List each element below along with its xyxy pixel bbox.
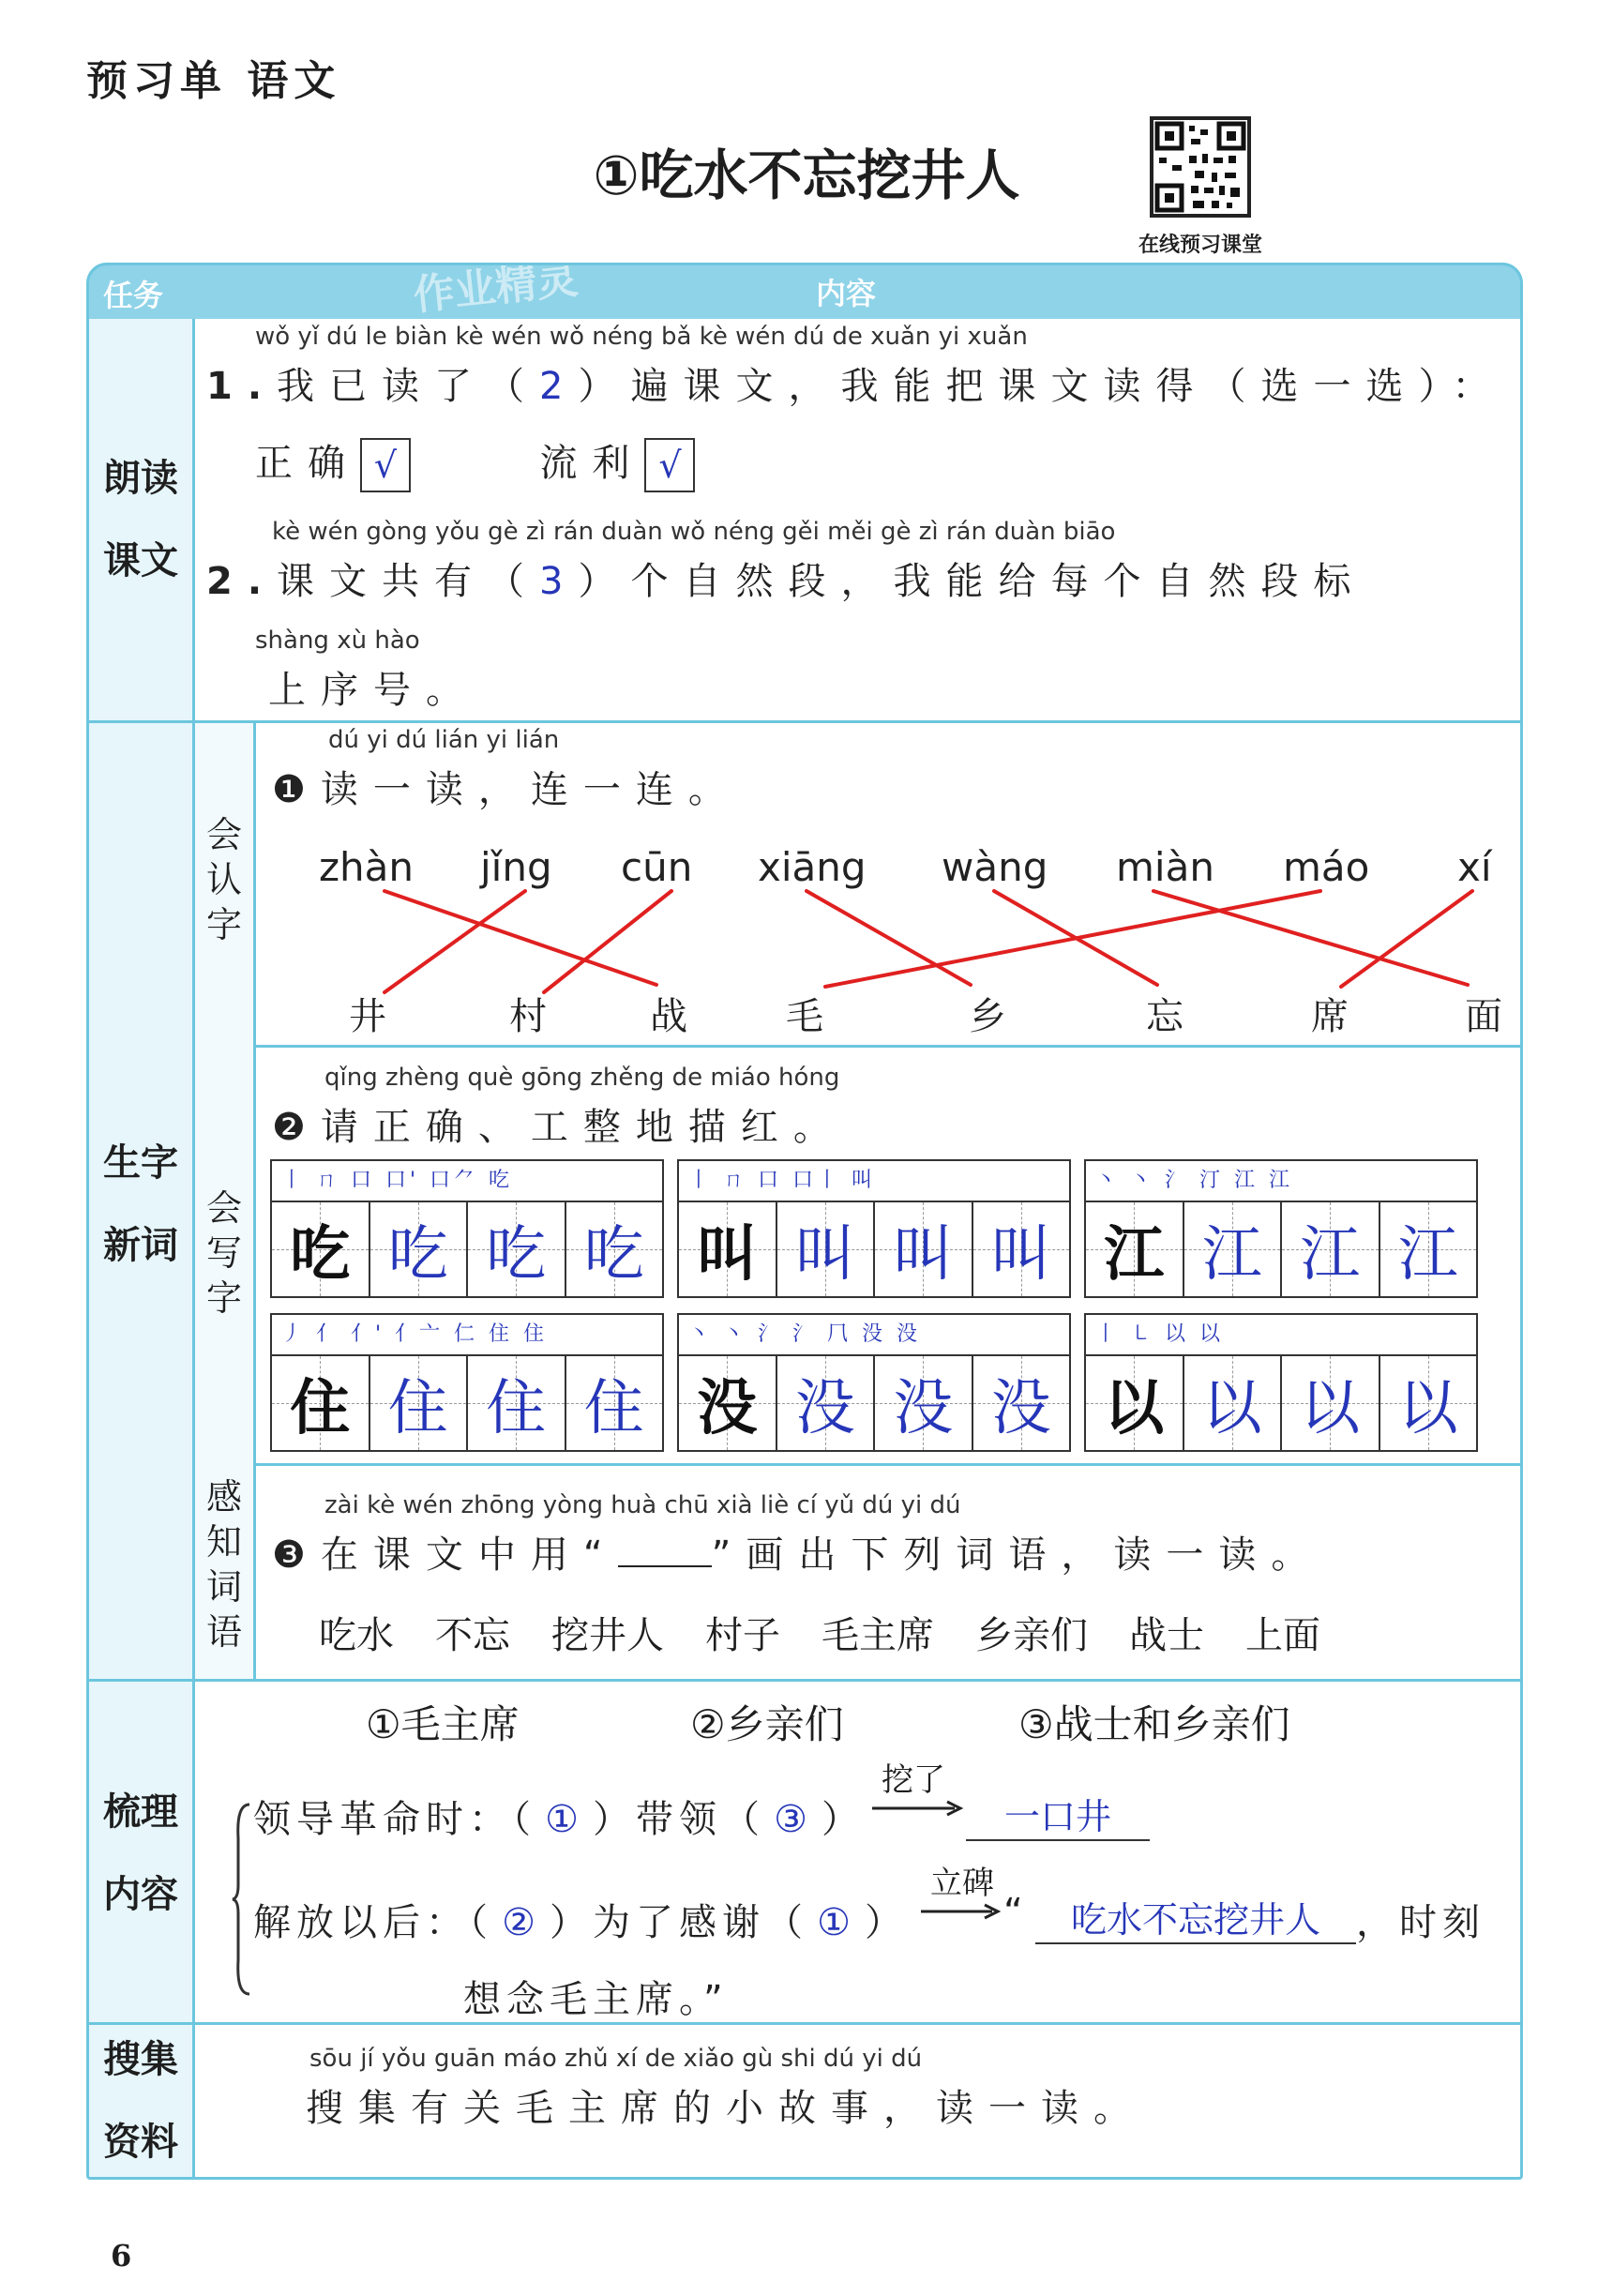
word-list bbox=[319, 1606, 1320, 1659]
header-task: 任务 bbox=[103, 278, 164, 313]
divider bbox=[253, 1463, 1523, 1466]
subtask-write: 会 写 字 bbox=[205, 1187, 242, 1319]
header-content: 内容 bbox=[816, 276, 877, 311]
q4-line: ❷请正确、工整地描红。 bbox=[272, 1106, 846, 1149]
word[interactable]: 挖井人 bbox=[551, 1614, 664, 1657]
connect-line bbox=[807, 891, 971, 985]
py-word[interactable]: zhàn bbox=[319, 844, 415, 890]
word[interactable]: 乡亲们 bbox=[975, 1614, 1088, 1657]
stroke-order: 丨 ㇄ 以 以 bbox=[1086, 1315, 1476, 1356]
connect-lines bbox=[0, 0, 1598, 1050]
collect-line: 搜集有关毛主席的小故事，读一读。 bbox=[306, 2087, 1146, 2130]
page-header: 预习单 语文 bbox=[86, 57, 341, 105]
brace-icon bbox=[231, 1801, 253, 1998]
sort-result-1[interactable]: 一口井 bbox=[966, 1788, 1150, 1841]
arrow-icon bbox=[919, 1902, 1003, 1921]
q1-pinyin: wǒ yǐ dú le biàn kè wén wǒ néng bǎ kè wén dú de xuǎn yi xuǎn bbox=[255, 323, 1028, 351]
py-word[interactable]: máo bbox=[1283, 844, 1370, 890]
q2-pinyin: kè wén gòng yǒu gè zì rán duàn wǒ néng gěi měi gè zì rán duàn biāo bbox=[272, 518, 1116, 546]
writing-grid[interactable]: 丶 丶 氵 汀 江 江 江 江 江 江 bbox=[1084, 1159, 1478, 1298]
lesson-title: ①吃水不忘挖井人 bbox=[593, 144, 1020, 207]
q2-pinyin2: shàng xù hào bbox=[255, 627, 420, 655]
sort-answer[interactable]: ① bbox=[817, 1901, 856, 1944]
collect-pinyin: sōu jí yǒu guān máo zhǔ xí de xiǎo gù shi dú yi dú bbox=[309, 2045, 923, 2073]
arrow-icon bbox=[870, 1799, 964, 1818]
char[interactable]: 战 bbox=[650, 995, 687, 1038]
sort-line2-end: ，时刻 bbox=[1356, 1901, 1485, 1944]
q2-answer[interactable]: 3 bbox=[539, 560, 579, 603]
stroke-order: 丨 ㄇ 口 口' 口⺈ 吃 bbox=[272, 1161, 662, 1202]
word[interactable]: 战士 bbox=[1129, 1614, 1204, 1657]
connect-line bbox=[825, 891, 1320, 987]
q3-line: ❶读一读，连一连。 bbox=[272, 768, 741, 811]
connect-line bbox=[544, 891, 671, 992]
sort-line1: 领导革命时：（ ① ）带领（ ③ ） bbox=[253, 1798, 865, 1841]
subtask-perceive: 感 知 词 语 bbox=[205, 1476, 242, 1653]
divider bbox=[86, 2022, 1523, 2025]
py-word[interactable]: xí bbox=[1457, 844, 1492, 890]
q2-line: 2.课文共有（3）个自然段，我能给每个自然段标 bbox=[206, 560, 1366, 603]
q5-pinyin: zài kè wén zhōng yòng huà chū xià liè cí yǔ dú yi dú bbox=[324, 1491, 961, 1519]
char[interactable]: 毛 bbox=[786, 995, 823, 1038]
char[interactable]: 井 bbox=[349, 995, 386, 1038]
q2-line2: 上序号。 bbox=[268, 669, 478, 712]
py-word[interactable]: wàng bbox=[942, 844, 1048, 890]
option-2: ②乡亲们 bbox=[690, 1701, 844, 1747]
word[interactable]: 不忘 bbox=[435, 1614, 510, 1657]
task-collect: 搜集 资料 bbox=[103, 2038, 178, 2164]
writing-grid[interactable]: 丨 ㄇ 口 口' 口⺈ 吃 吃 吃 吃 吃 bbox=[270, 1159, 664, 1298]
checkbox-correct[interactable]: √ bbox=[360, 438, 411, 492]
sort-line3: 想念毛主席。” bbox=[463, 1978, 729, 2021]
q4-pinyin: qǐng zhèng què gōng zhěng de miáo hóng bbox=[324, 1064, 840, 1092]
stroke-order: 丨 ㄇ 口 口丨 叫 bbox=[679, 1161, 1069, 1202]
stroke-order: 丿 亻 亻' 亻亠 仁 住 住 bbox=[272, 1315, 662, 1356]
sort-result-2[interactable]: 吃水不忘挖井人 bbox=[1035, 1891, 1356, 1944]
word[interactable]: 毛主席 bbox=[822, 1614, 934, 1657]
connect-line bbox=[1153, 891, 1468, 985]
q3-pinyin: dú yi dú lián yi lián bbox=[328, 726, 560, 754]
char[interactable]: 乡 bbox=[969, 995, 1006, 1038]
sort-answer[interactable]: ③ bbox=[774, 1798, 813, 1841]
q1-line: 1.我已读了（2）遍课文，我能把课文读得（选一选）： bbox=[206, 365, 1505, 408]
stroke-order: 丶 丶 氵 汀 江 江 bbox=[1086, 1161, 1476, 1202]
word[interactable]: 吃水 bbox=[319, 1614, 394, 1657]
char[interactable]: 席 bbox=[1311, 995, 1349, 1038]
char[interactable]: 面 bbox=[1465, 995, 1502, 1038]
connect-line bbox=[1341, 891, 1472, 987]
checkbox-fluent[interactable]: √ bbox=[644, 438, 695, 492]
page-number: 6 bbox=[111, 2238, 132, 2273]
subtask-recognize: 会 认 字 bbox=[205, 814, 242, 945]
writing-grid[interactable]: 丨 ㇄ 以 以 以 以 以 以 bbox=[1084, 1313, 1478, 1452]
qr-label: 在线预习课堂 bbox=[1138, 234, 1262, 257]
q1-answer[interactable]: 2 bbox=[539, 365, 579, 408]
connect-line bbox=[384, 891, 525, 992]
sort-answer[interactable]: ② bbox=[502, 1901, 541, 1944]
writing-grid[interactable]: 丨 ㄇ 口 口丨 叫 叫 叫 叫 叫 bbox=[677, 1159, 1071, 1298]
sort-line2: 解放以后：（ ② ）为了感谢（ ① ） bbox=[253, 1901, 908, 1944]
q5-line: ❸在课文中用“ ”画出下列词语，读一读。 bbox=[272, 1533, 1324, 1577]
connect-line bbox=[384, 891, 656, 985]
quote-open: “ bbox=[1003, 1891, 1023, 1934]
divider bbox=[86, 1679, 1523, 1682]
py-word[interactable]: jǐng bbox=[480, 844, 552, 890]
char[interactable]: 村 bbox=[509, 995, 547, 1038]
char[interactable]: 忘 bbox=[1146, 995, 1183, 1038]
watermark: 作业精灵 bbox=[411, 254, 580, 321]
sort-answer[interactable]: ① bbox=[545, 1798, 584, 1841]
option-3: ③战士和乡亲们 bbox=[1018, 1701, 1290, 1747]
task-read: 朗读 课文 bbox=[103, 457, 178, 582]
py-word[interactable]: cūn bbox=[621, 844, 693, 890]
word[interactable]: 上面 bbox=[1245, 1614, 1320, 1657]
task-words: 生字 新词 bbox=[103, 1141, 178, 1267]
py-word[interactable]: miàn bbox=[1116, 844, 1214, 890]
option-1: ①毛主席 bbox=[366, 1701, 520, 1747]
stroke-order: 丶 丶 氵 氵 ⺇ 没 没 bbox=[679, 1315, 1069, 1356]
verb-erect: 立碑 bbox=[930, 1865, 994, 1902]
word[interactable]: 村子 bbox=[705, 1614, 780, 1657]
q1-options: 正确 √ 流利 √ bbox=[255, 433, 695, 492]
writing-grid[interactable]: 丶 丶 氵 氵 ⺇ 没 没 没 没 没 没 bbox=[677, 1313, 1071, 1452]
verb-dig: 挖了 bbox=[882, 1761, 945, 1799]
task-sort: 梳理 内容 bbox=[103, 1790, 178, 1916]
py-word[interactable]: xiāng bbox=[758, 844, 867, 890]
writing-grid[interactable]: 丿 亻 亻' 亻亠 仁 住 住 住 住 住 住 bbox=[270, 1313, 664, 1452]
